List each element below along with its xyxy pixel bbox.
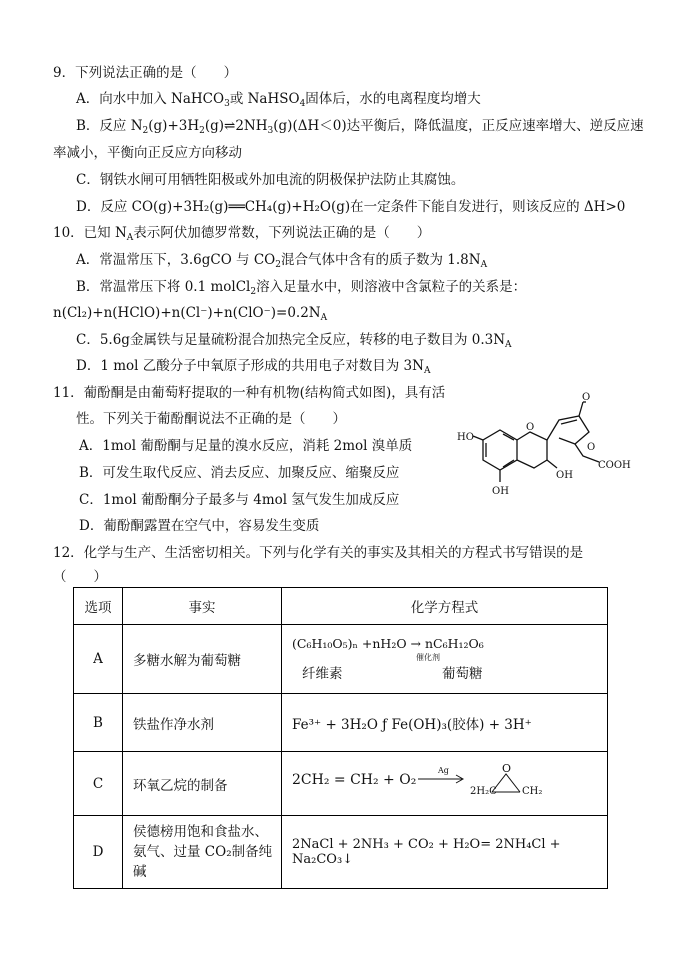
equation-a: (C₆H₁₀O₅)ₙ +nH₂O → nC₆H₁₂O₆ bbox=[292, 636, 484, 651]
q12-paren: （ ） bbox=[53, 569, 107, 585]
table-row bbox=[74, 625, 608, 694]
q9-option-b-cont: 率减小，平衡向正反应方向移动 bbox=[53, 145, 242, 161]
epoxide-o: O bbox=[502, 761, 512, 775]
fact-cell: 侯德榜用饱和食盐水、氨气、过量 CO₂制备纯碱 bbox=[123, 816, 282, 889]
epoxide-right: CH₂ bbox=[522, 785, 543, 797]
q10-stem: 10．已知 $N_A$表示阿伏加德罗常数，下列说法正确的是（ ） bbox=[53, 225, 431, 243]
q11-option-d: D．葡酚酮露置在空气中，容易发生变质 bbox=[79, 518, 320, 534]
q11-option-b: B．可发生取代反应、消去反应、加聚反应、缩聚反应 bbox=[79, 465, 400, 481]
structure-label-cooh: COOH bbox=[598, 460, 631, 471]
header-equation: 化学方程式 bbox=[282, 588, 608, 625]
equation-d: 2NaCl + 2NH₃ + CO₂ + H₂O= 2NH₄Cl + Na₂CO₃↓ bbox=[292, 837, 561, 867]
equation-cell bbox=[282, 816, 608, 889]
structure-label-o-lactone: O bbox=[587, 442, 596, 453]
q9-option-b: B．反应 $N_2(g)+3H_2(g)\rightleftharpoons 2NH_3(g)(\Delta H<0)$达平衡后，降低温度，正反应速率增大、逆反应速 bbox=[76, 118, 644, 136]
equation-cell bbox=[282, 625, 608, 694]
table-row bbox=[74, 816, 608, 889]
option-cell: B bbox=[74, 694, 123, 752]
fact-cell: 铁盐作净水剂 bbox=[123, 694, 282, 752]
structure-label-ho: HO bbox=[457, 432, 474, 443]
structure-label-o-ring: O bbox=[526, 422, 535, 433]
fact-cell: 环氧乙烷的制备 bbox=[123, 752, 282, 816]
condition-c: Ag bbox=[438, 765, 449, 775]
q12-stem: 12．化学与生产、生活密切相关。下列与化学有关的事实及其相关的方程式书写错误的是 bbox=[53, 545, 584, 561]
fact-cell: 多糖水解为葡萄糖 bbox=[123, 625, 282, 694]
table-header-row bbox=[74, 588, 608, 625]
structure-label-oh-right: OH bbox=[556, 470, 573, 481]
q10-option-b-cont: $n(Cl_2)+n(HClO)+n(Cl^-)+n(ClO^-)=0.2N_A$ bbox=[53, 305, 328, 323]
name-glucose: 葡萄糖 bbox=[442, 666, 483, 682]
q11-option-a: A．1mol 葡酚酮与足量的溴水反应，消耗 2mol 溴单质 bbox=[79, 438, 413, 454]
equation-c: 2CH₂ = CH₂ + O₂ bbox=[292, 771, 417, 788]
name-cellulose: 纤维素 bbox=[302, 666, 343, 682]
equation-cell bbox=[282, 752, 608, 816]
structure-label-oh-bottom: OH bbox=[492, 486, 509, 497]
epoxide-left: 2H₂C bbox=[470, 785, 497, 797]
q10-option-a: A．常温常压下，3.6gCO 与 $CO_2$混合气体中含有的质子数为 $1.8N_A$ bbox=[76, 252, 488, 270]
header-fact: 事实 bbox=[123, 588, 282, 625]
option-cell: C bbox=[74, 752, 123, 816]
q11-stem-cont: 性。下列关于葡酚酮说法不正确的是（ ） bbox=[76, 411, 346, 427]
equation-b: Fe³⁺ + 3H₂O ƒ Fe(OH)₃(胶体) + 3H⁺ bbox=[292, 716, 532, 733]
table-row bbox=[74, 752, 608, 816]
option-cell: D bbox=[74, 816, 123, 889]
q9-option-c: C．钢铁水闸可用牺牲阳极或外加电流的阴极保护法防止其腐蚀。 bbox=[76, 172, 465, 188]
structure-label-o-carbonyl: O bbox=[582, 392, 591, 403]
molecule-structure-image bbox=[455, 388, 635, 506]
q11-stem: 11．葡酚酮是由葡萄籽提取的一种有机物(结构简式如图)，具有活 bbox=[53, 385, 446, 401]
q12-table bbox=[73, 587, 608, 889]
header-option: 选项 bbox=[74, 588, 123, 625]
q9-stem: 9．下列说法正确的是（ ） bbox=[53, 65, 238, 81]
reaction-arrow bbox=[418, 774, 466, 784]
q9-option-d: D．反应 CO(g)+3H₂(g)══CH₄(g)+H₂O(g)在一定条件下能自发进行，则该反应的 ΔH>0 bbox=[76, 199, 626, 215]
condition-a: 催化剂 bbox=[416, 653, 440, 662]
equation-cell bbox=[282, 694, 608, 752]
table-row bbox=[74, 694, 608, 752]
q10-option-b: B．常温常压下将 0.1 molCl$_2$溶入足量水中，则溶液中含氯粒子的关系是： bbox=[76, 279, 527, 297]
q10-option-c: C．5.6g金属铁与足量硫粉混合加热完全反应，转移的电子数目为 $0.3N_A$ bbox=[76, 332, 512, 350]
q9-option-a: A．向水中加入 NaHCO$_3$或 NaHSO$_4$固体后，水的电离程度均增大 bbox=[76, 91, 481, 109]
q10-option-d: D．1 mol 乙酸分子中氧原子形成的共用电子对数目为 $3N_A$ bbox=[76, 358, 431, 376]
option-cell: A bbox=[74, 625, 123, 694]
q11-option-c: C．1mol 葡酚酮分子最多与 4mol 氢气发生加成反应 bbox=[79, 492, 400, 508]
